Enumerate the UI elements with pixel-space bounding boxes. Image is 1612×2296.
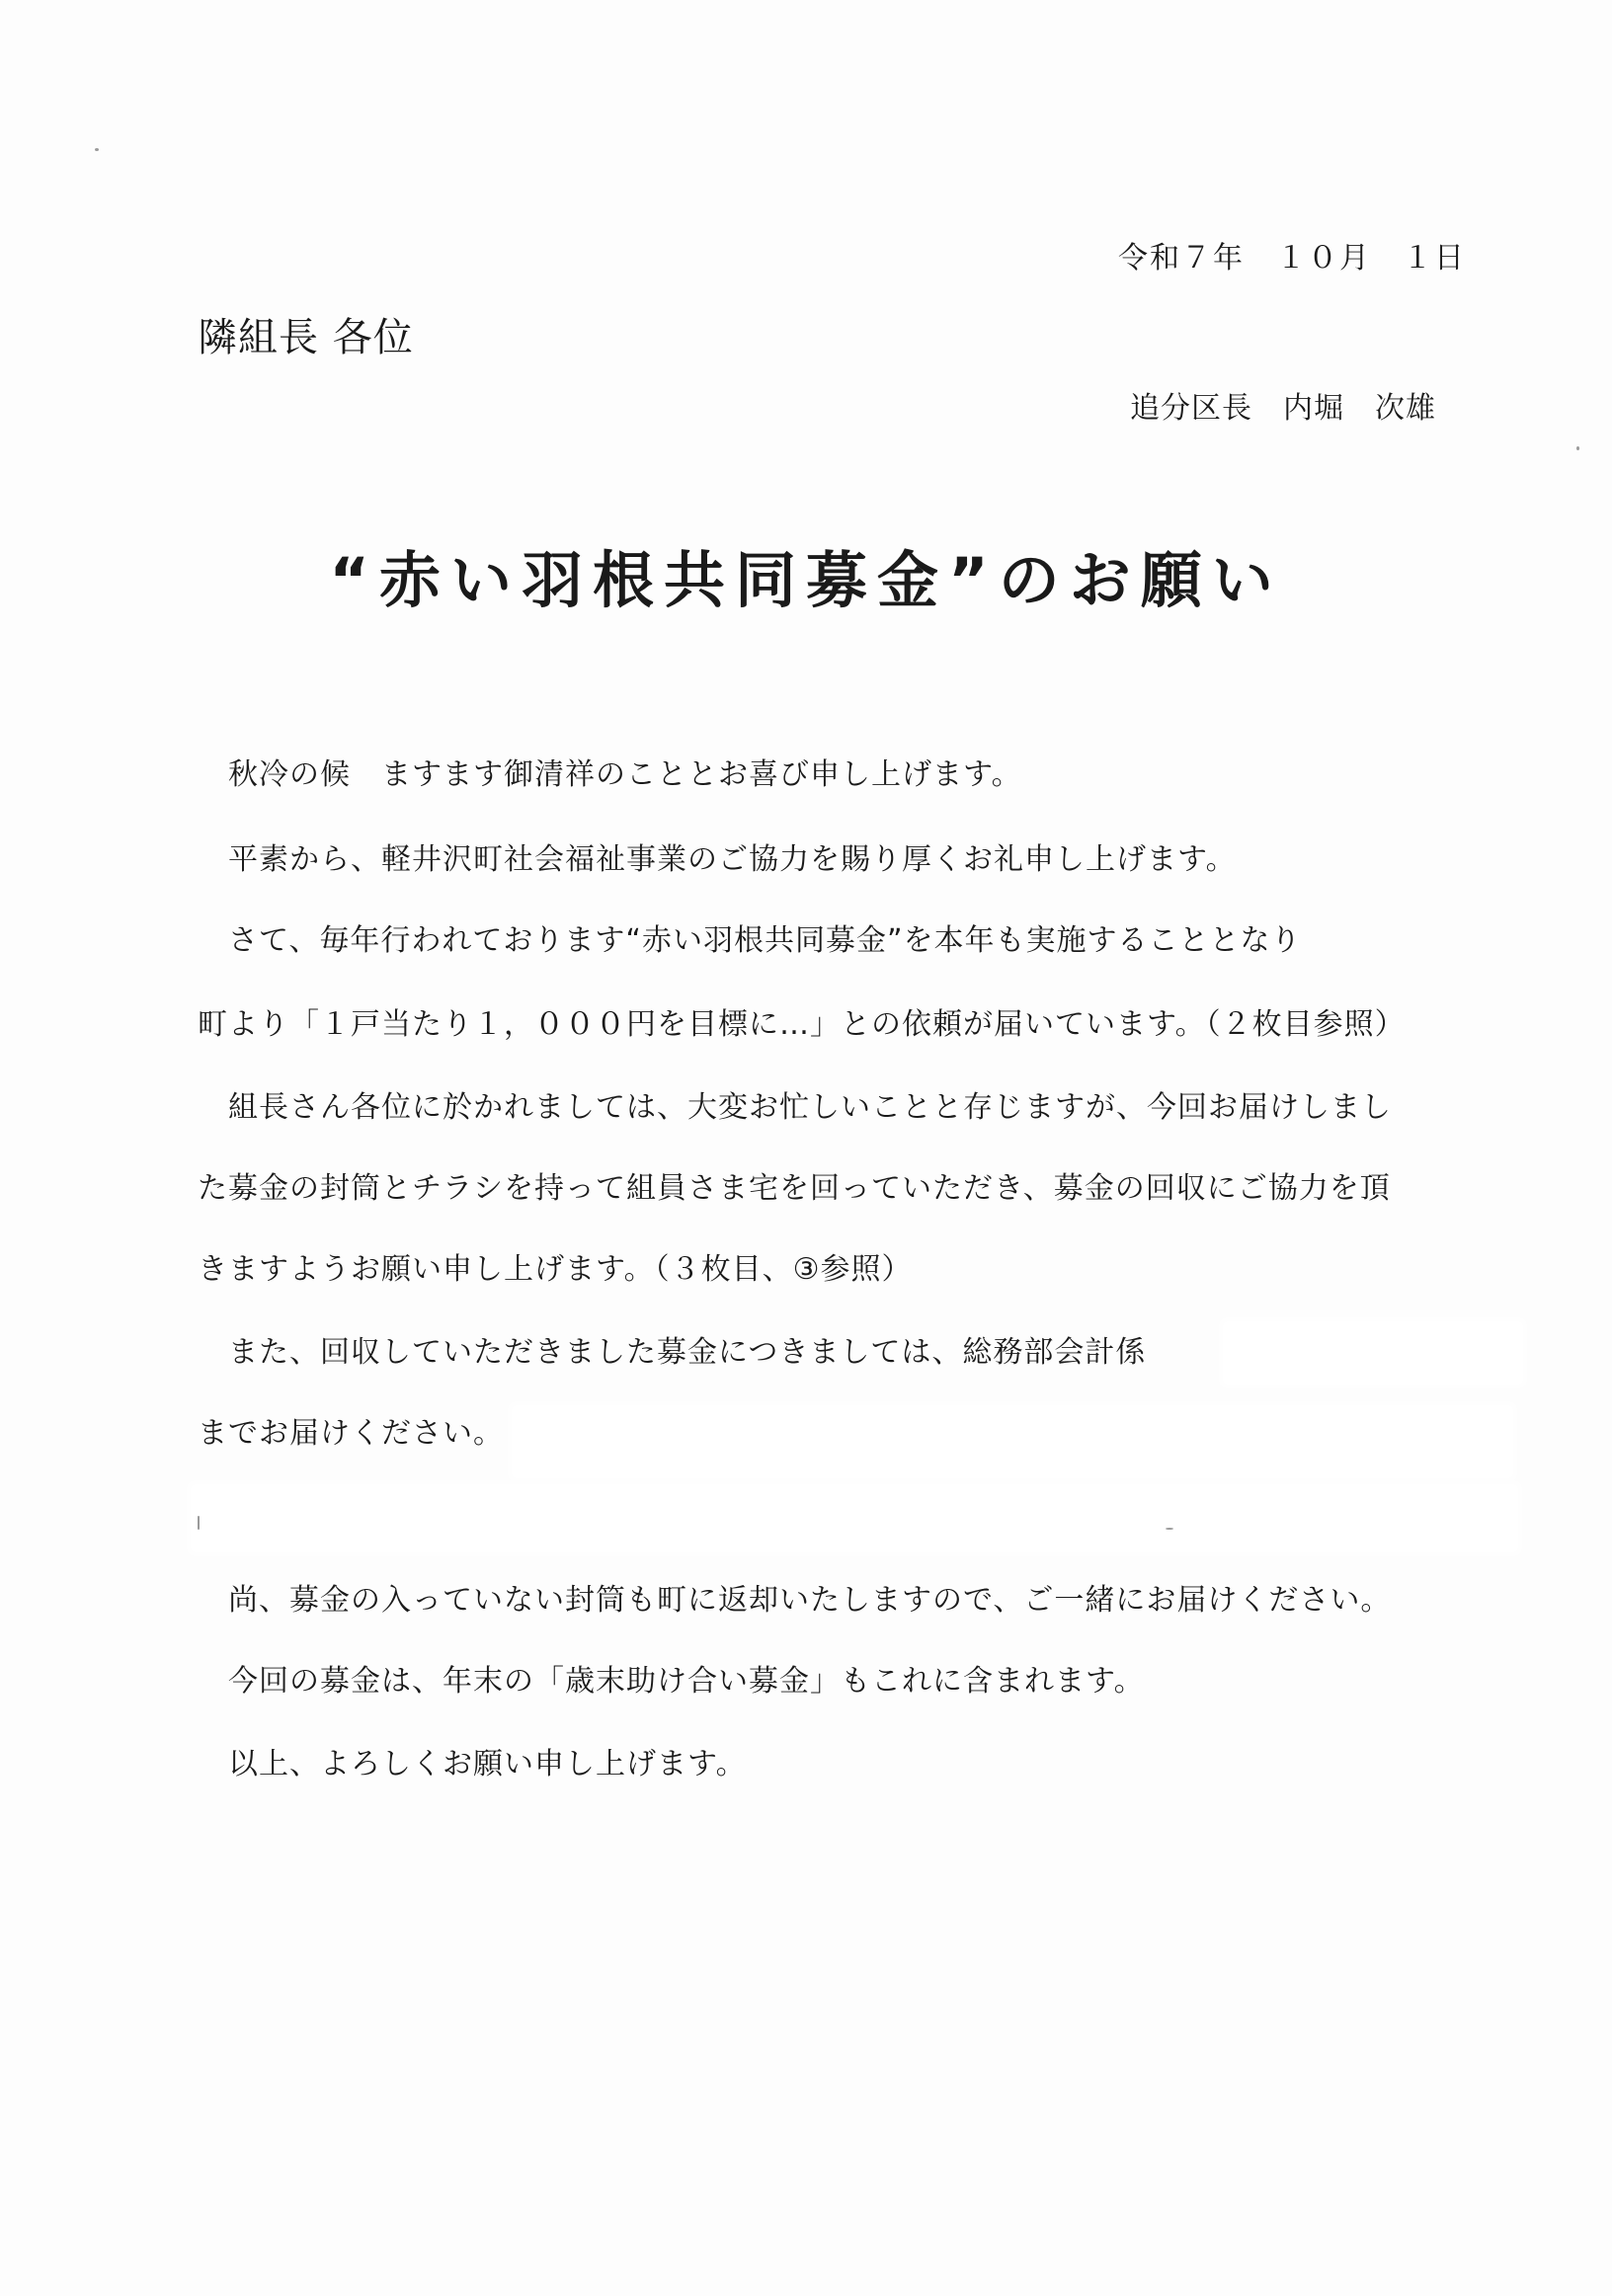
paragraph-line: 町より「１戸当たり１，０００円を目標に…」との依頼が届いています。（２枚目参照） [198, 1007, 1406, 1042]
paragraph-line: 尚、募金の入っていない封筒も町に返却いたしますので、ご一緒にお届けください。 [198, 1583, 1392, 1618]
paragraph-line: また、回収していただきました募金につきましては、総務部会計係 [198, 1335, 1147, 1370]
paragraph-line: 今回の募金は、年末の「歳末助け合い募金」もこれに含まれます。 [198, 1664, 1145, 1699]
paragraph-line: 組長さん各位に於かれましては、大変お忙しいことと存じますが、今回お届けしまし [198, 1090, 1392, 1125]
redacted-area [514, 1407, 1511, 1476]
paragraph-line: た募金の封筒とチラシを持って組員さま宅を回っていただき、募金の回収にご協力を頂 [198, 1171, 1391, 1206]
letter-recipient: 隣組長 各位 [198, 315, 414, 360]
paragraph-line: 以上、よろしくお願い申し上げます。 [198, 1747, 747, 1781]
scan-speck [1166, 1528, 1173, 1530]
letter-title: “赤い羽根共同募金”のお願い [329, 544, 1283, 616]
letter-sender: 追分区長 内堀 次雄 [1130, 391, 1436, 426]
paragraph-line: 平素から、軽井沢町社会福祉事業のご協力を賜り厚くお礼申し上げます。 [198, 842, 1237, 877]
paragraph-line: までお届けください。 [198, 1416, 504, 1451]
paragraph-line: 秋冷の候 ますます御清祥のこととお喜び申し上げます。 [198, 757, 1022, 792]
paragraph-line: きますようお願い申し上げます。（３枚目、③参照） [198, 1252, 913, 1287]
redacted-area [1225, 1323, 1521, 1383]
redacted-area [193, 1486, 1516, 1550]
scan-speck [198, 1516, 200, 1530]
scan-speck [95, 148, 99, 151]
paragraph-line: さて、毎年行われております“赤い羽根共同募金”を本年も実施することとなり [198, 923, 1302, 958]
letter-date: 令和７年 １０月 １日 [1118, 241, 1466, 276]
scan-speck [1576, 446, 1579, 450]
